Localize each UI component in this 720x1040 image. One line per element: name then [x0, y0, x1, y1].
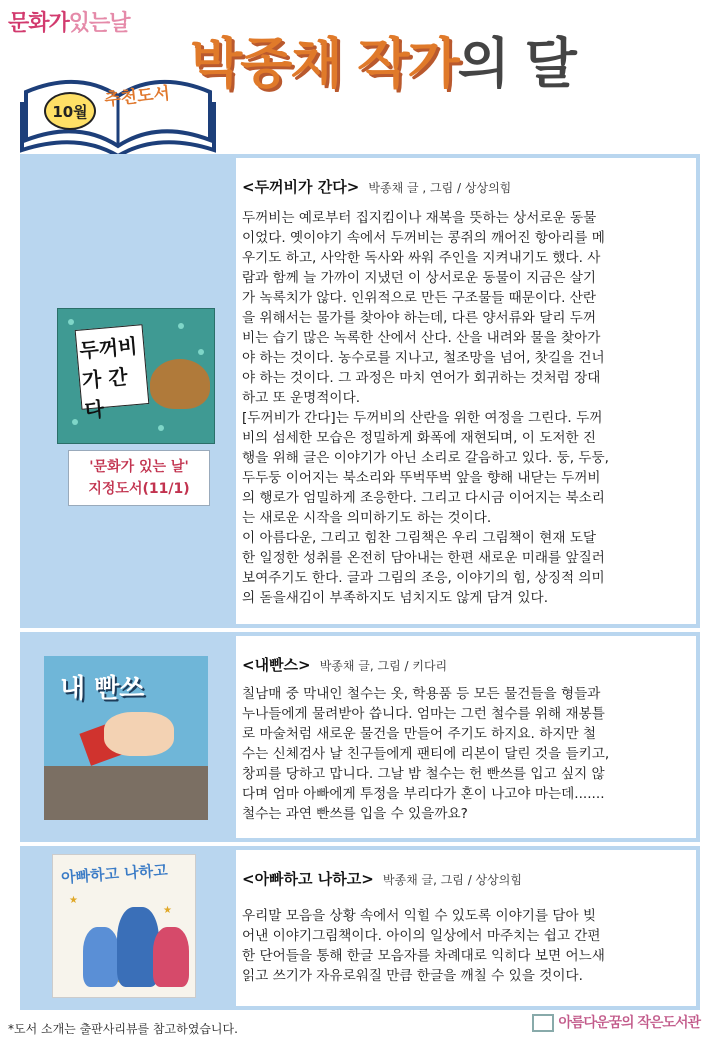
- book-heading: [242, 868, 690, 889]
- badge-line1: '문화가 있는 날': [89, 459, 189, 475]
- book-heading: [242, 176, 690, 197]
- logo-part2: 있는날: [68, 11, 130, 36]
- book-cover-image: [44, 656, 208, 820]
- book-meta: 박종채 글, 그림 / 키다리: [319, 659, 448, 673]
- book-meta: 박종채 글 , 그림 / 상상의힘: [368, 181, 512, 195]
- library-logo: [532, 1012, 700, 1032]
- book-description: 두꺼비는 예로부터 집지킴이나 재복을 뜻하는 상서로운 동물 이었다. 옛이야기 속에서 두꺼비는 콩쥐의 깨어진 항아리를 메 우기도 하고, 사악한 독사와 싸워 주인을 지켜내기도 했다. 사 람과 함께 늘 가까이 지냈던 이 상서로운 동물이 지금은 살기 가 녹록치가 않다. 인위적으로 만든 구조물들 때문이다. 산란 을 위해서는 물가를 찾아야 하는데, 다른 양서류와 달리 두꺼 비는 습기 많은 녹록한 산에서 산다. 산을 내려와 물을 찾아가 야 하는 것이다. 농수로를 지나고, 철조망을 넘어, 찻길을 건너 야 하는 것이다. 그 과정은 마치 연어가 회귀하는 것처럼 장대 하고 또 운명적이다. [두꺼비가 간다]는 두꺼비의 산란을 위한 여정을 그린다. 두꺼 비의 섬세한 모습은 정밀하게 화폭에 재현되며, 이 도저한 진 행을 위해 글은 이야기가 아닌 소리로 갈음하고 있다. 둥, 두둥, 두두둥 이어지는 북소리와 뚜벅뚜벅 앞을 향해 내닫는 두꺼비 의 행로가 엄밀하게 조응한다. 그리고 다시금 이어지는 북소리 는 새로운 시작을 의미하기도 하는 것이다. 이 아름다운, 그리고 힘찬 그림책은 우리 그림책이 현재 도달 한 일정한 성취를 온전히 담아내는 한편 새로운 미래를 앞질러 보여주기도 한다. 글과 그림의 조응, 이야기의 힘, 상징적 의미 의 돋을새김이 부족하지도 넘치지도 않게 담겨 있다.: [242, 210, 610, 606]
- recommend-label: 추천도서: [103, 83, 171, 111]
- book-heading: [242, 654, 690, 675]
- cover-dot: [72, 419, 78, 425]
- page-header: [0, 0, 720, 150]
- book-cover-image: [57, 308, 215, 444]
- book-title: <두꺼비가 간다>: [242, 178, 360, 196]
- book-cover-panel: [20, 846, 232, 1010]
- book-cover-image: [52, 854, 196, 998]
- star-icon: ★: [69, 895, 78, 906]
- book-cover-panel: [20, 154, 232, 628]
- child-illustration: [153, 927, 189, 987]
- badge-line2: 지정도서(11/1): [88, 481, 190, 497]
- book-meta: 박종채 글, 그림 / 상상의힘: [382, 873, 522, 887]
- book-card-3: [20, 846, 700, 1010]
- cover-title: 아빠하고 나하고: [60, 861, 169, 887]
- book-cover-panel: [20, 632, 232, 842]
- book-title: <내빤스>: [242, 656, 311, 674]
- book-info-panel: [236, 158, 696, 624]
- culture-day-logo: [8, 6, 130, 37]
- boy-illustration: [104, 712, 174, 756]
- child-illustration: [83, 927, 119, 987]
- cover-title: 두꺼비가 간다: [78, 333, 139, 423]
- cover-dot: [68, 319, 74, 325]
- rooftops-illustration: [44, 766, 208, 820]
- source-note: *도서 소개는 출판사리뷰를 참고하였습니다.: [8, 1022, 238, 1036]
- library-icon: [532, 1014, 554, 1032]
- book-description: 우리말 모음을 상황 속에서 익힐 수 있도록 이야기를 담아 빚 어낸 이야기그림책이다. 아이의 일상에서 마주치는 쉽고 간편 한 단어들을 통해 한글 모음자를 차례대로 익히다 보면 어느새 읽고 쓰기가 자유로워질 만큼 한글을 깨칠 수 있을 것이다.: [242, 908, 605, 984]
- star-icon: ★: [163, 905, 172, 916]
- book-title: <아빠하고 나하고>: [242, 870, 374, 888]
- cover-dot: [178, 323, 184, 329]
- cover-title: 내 빤쓰: [60, 674, 145, 704]
- cover-dot: [198, 349, 204, 355]
- book-card-2: [20, 632, 700, 842]
- title-author: 박종채 작가: [190, 32, 458, 95]
- library-name: 아름다운꿈의 작은도서관: [558, 1015, 700, 1031]
- logo-part1: 문화가: [8, 11, 69, 36]
- month-badge: 10월: [44, 92, 96, 130]
- page-title: [190, 34, 575, 94]
- book-info-panel: [236, 850, 696, 1006]
- title-suffix: 의 달: [457, 32, 575, 95]
- culture-day-badge: [68, 450, 210, 506]
- book-info-panel: [236, 636, 696, 838]
- book-description: 칠남매 중 막내인 철수는 옷, 학용품 등 모든 물건들을 형들과 누나들에게 물려받아 씁니다. 엄마는 그런 철수를 위해 재봉틀 로 마술처럼 새로운 물건을 만들어 주기도 하지요. 하지만 철 수는 신체검사 날 친구들에게 팬티에 리본이 달린 것을 들키고, 창피를 당하고 맙니다. 그날 밤 철수는 헌 빤쓰를 입고 싶지 않 다며 엄마 아빠에게 투정을 부리다가 혼이 나고야 마는데....... 철수는 과연 빤쓰를 입을 수 있을까요?: [242, 686, 610, 822]
- book-card-1: [20, 154, 700, 628]
- cover-dot: [158, 425, 164, 431]
- toad-illustration: [150, 359, 210, 409]
